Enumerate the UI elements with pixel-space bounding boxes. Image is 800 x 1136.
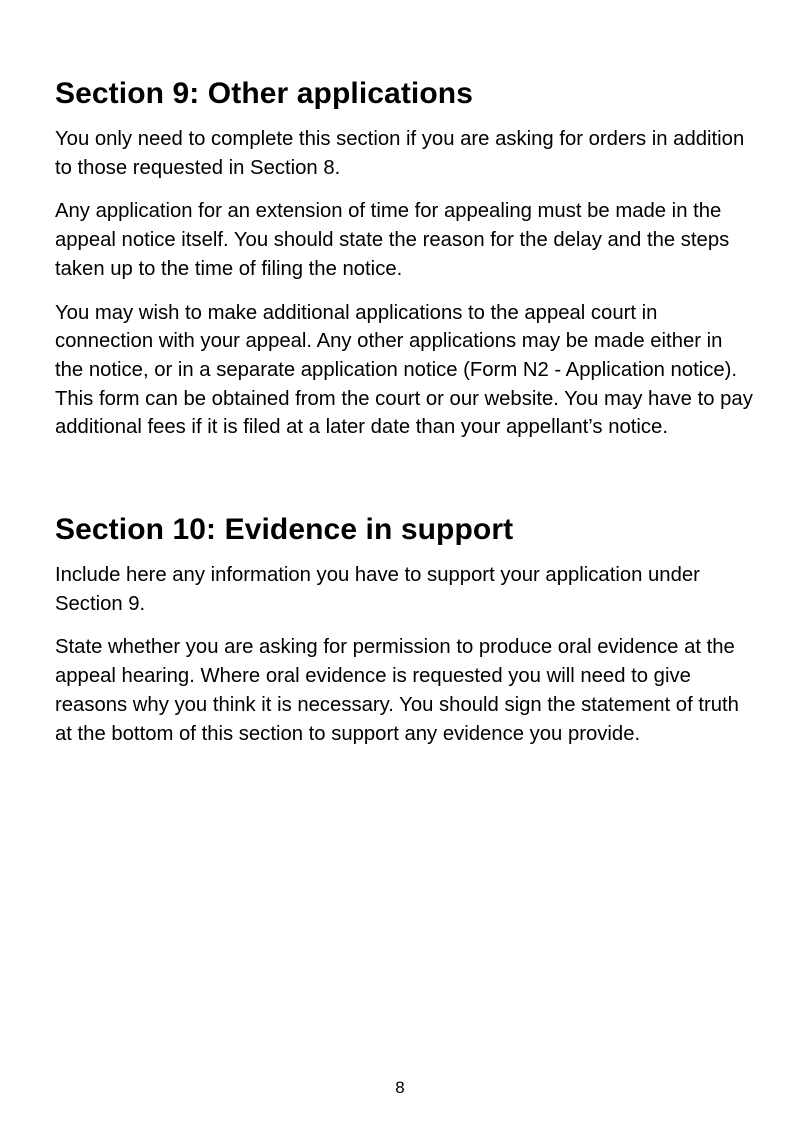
section-9-heading: Section 9: Other applications xyxy=(55,77,473,110)
section-9-paragraph-3: You may wish to make additional applications to the appeal court in connection with your appeal. Any other applications may be made either in the notice, or in a separate application notice (Form N2 - Application notice). This form can be obtained from the court or our website. You may have to pay additional fees if it is filed at a later date than your appellant’s notice. xyxy=(55,301,753,439)
section-10 xyxy=(55,512,755,763)
section-9-paragraph-2: Any application for an extension of time for appealing must be made in the appeal notice itself. You should state the reason for the delay and the steps taken up to the time of filing the notice. xyxy=(55,200,730,280)
section-10-paragraph-1: Include here any information you have to support your application under Section 9. xyxy=(55,564,700,615)
section-9 xyxy=(55,76,755,457)
section-10-paragraph-2: State whether you are asking for permission to produce oral evidence at the appeal hearing. Where oral evidence is requested you will need to give reasons why you think it is necessary. You should sign the statement of truth at the bottom of this section to support any evidence you provide. xyxy=(55,636,739,745)
section-9-paragraph-1: You only need to complete this section if you are asking for orders in addition to those requested in Section 8. xyxy=(55,128,745,179)
section-10-heading: Section 10: Evidence in support xyxy=(55,513,514,546)
page-number: 8 xyxy=(395,1078,405,1097)
